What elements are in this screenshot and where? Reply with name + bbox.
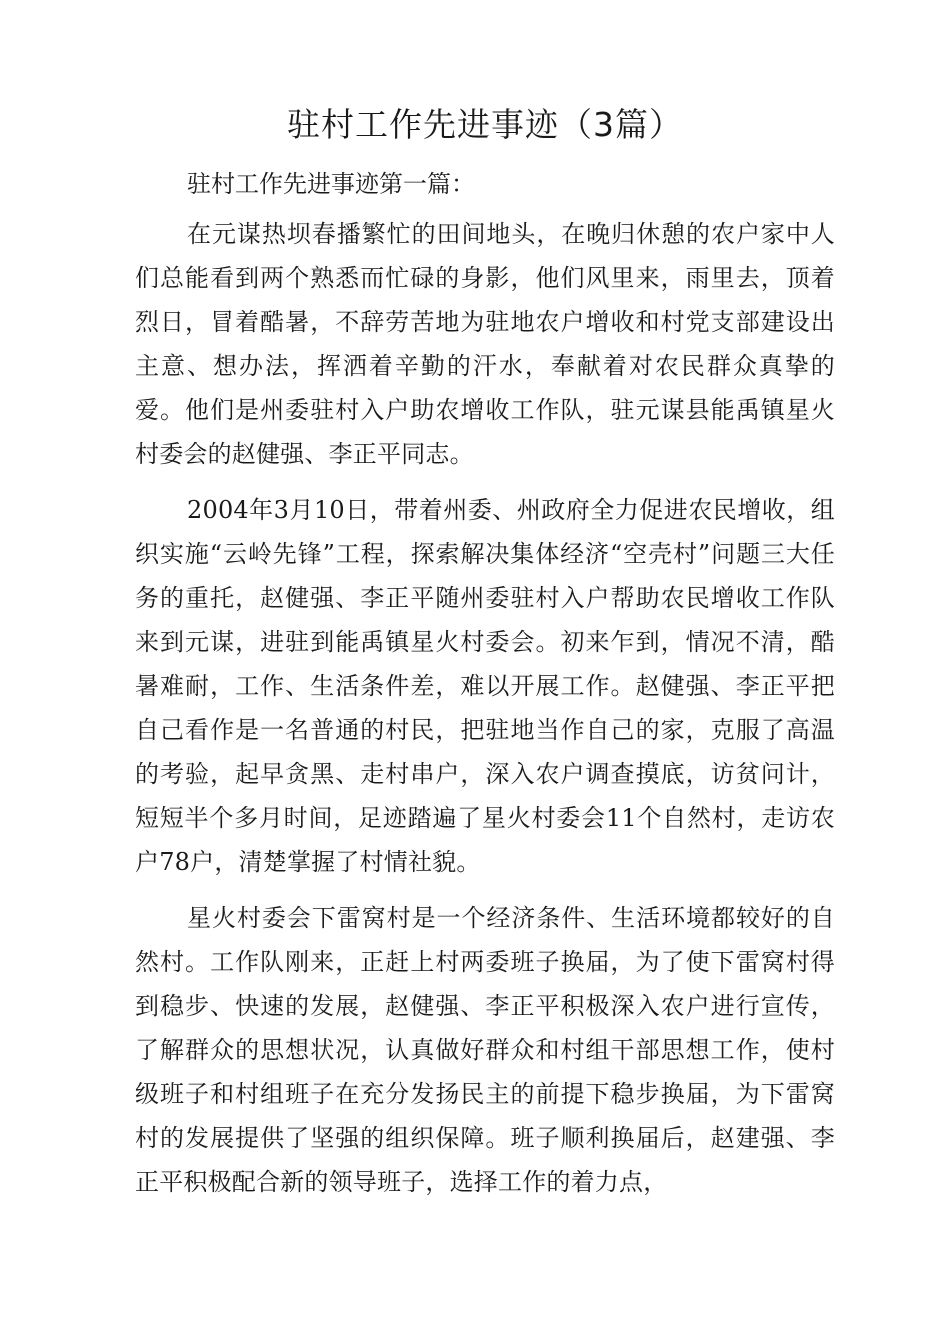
document-title: 驻村工作先进事迹（3篇） xyxy=(287,105,683,144)
paragraph-2: 2004年3月10日，带着州委、州政府全力促进农民增收，组织实施“云岭先锋”工程，探索解决集体经济“空壳村”问题三大任务的重托，赵健强、李正平随州委驻村入户帮助农民增收工作队来到元谋，进驻到能禹镇星火村委会。初来乍到，情况不清，酷暑难耐，工作、生活条件差，难以开展工作。赵健强、李正平把自己看作是一名普通的村民，把驻地当作自己的家，克服了高温的考验，起早贪黑、走村串户，深入农户调查摸底，访贫问计，短短半个多月时间，足迹踏遍了星火村委会11个自然村，走访农户78户，清楚掌握了村情社貌。 xyxy=(135,496,835,876)
paragraph-1: 在元谋热坝春播繁忙的田间地头，在晚归休憩的农户家中人们总能看到两个熟悉而忙碌的身影，他们风里来，雨里去，顶着烈日，冒着酷暑，不辞劳苦地为驻地农户增收和村党支部建设出主意、想办法，挥洒着辛勤的汗水，奉献着对农民群众真挚的爱。他们是州委驻村入户助农增收工作队，驻元谋县能禹镇星火村委会的赵健强、李正平同志。 xyxy=(135,220,835,468)
document-body xyxy=(135,100,835,1216)
paragraph-3: 星火村委会下雷窝村是一个经济条件、生活环境都较好的自然村。工作队刚来，正赶上村两委班子换届，为了使下雷窝村得到稳步、快速的发展，赵健强、李正平积极深入农户进行宣传，了解群众的思想状况，认真做好群众和村组干部思想工作，使村级班子和村组班子在充分发扬民主的前提下稳步换届，为下雷窝村的发展提供了坚强的组织保障。班子顺利换届后，赵建强、李正平积极配合新的领导班子，选择工作的着力点， xyxy=(135,904,835,1196)
section-heading: 驻村工作先进事迹第一篇： xyxy=(187,170,475,198)
